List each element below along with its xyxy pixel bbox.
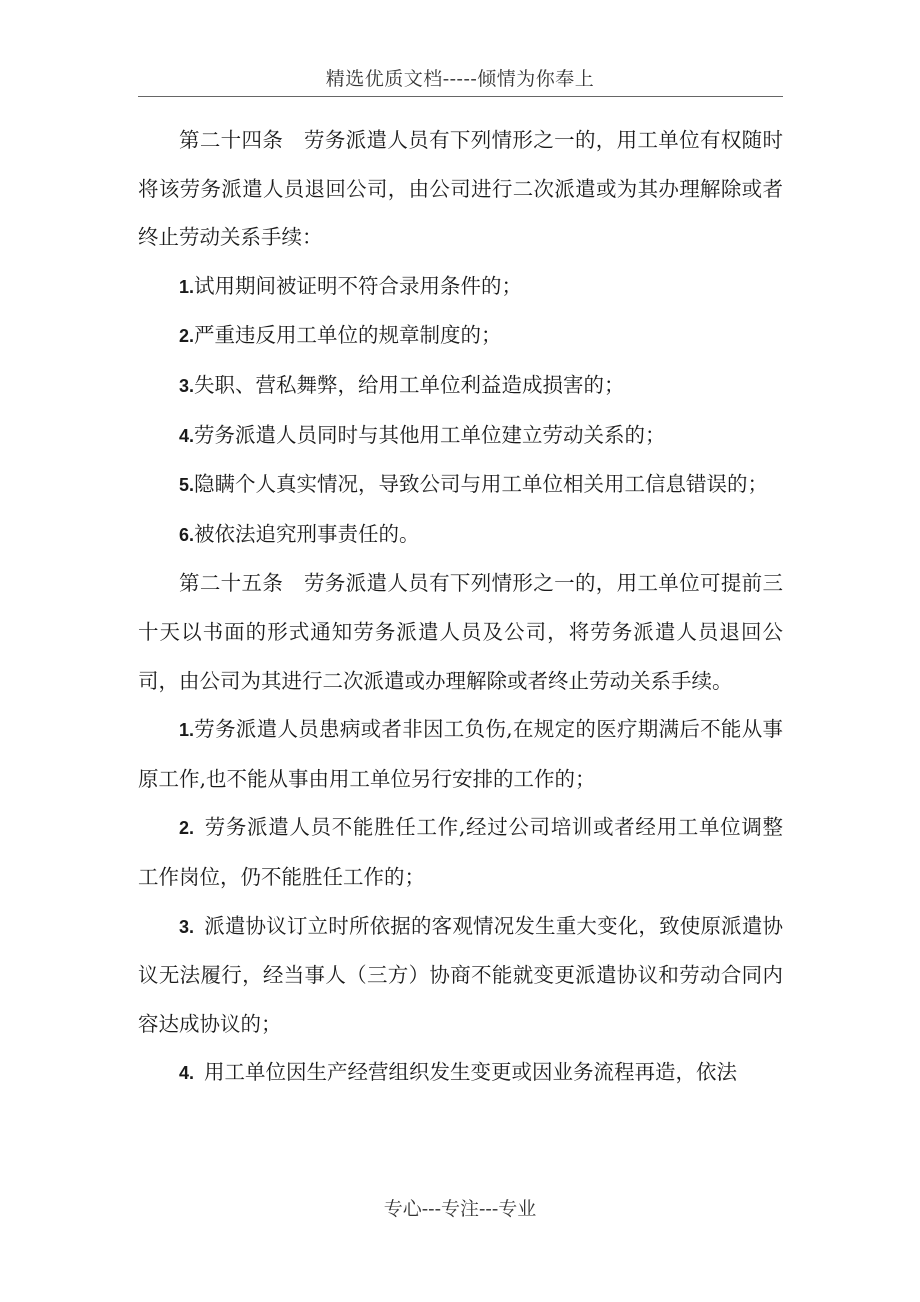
item-text: 用工单位因生产经营组织发生变更或因业务流程再造，依法	[204, 1060, 738, 1085]
article-25-item-2	[138, 803, 783, 901]
item-text: 被依法追究刑事责任的。	[194, 521, 420, 546]
item-text: 派遣协议订立时所依据的客观情况发生重大变化，致使原派遣协议无法履行，经当事人（三方）协商不能就变更派遣协议和劳动合同内容达成协议的；	[138, 913, 783, 1036]
page-header: 精选优质文档-----倾情为你奉上	[325, 68, 595, 90]
item-number: 1.	[179, 720, 195, 741]
item-text: 劳务派遣人员患病或者非因工负伤,在规定的医疗期满后不能从事原工作,也不能从事由用工单位另行安排的工作的；	[138, 717, 783, 791]
item-number: 4.	[179, 1063, 195, 1084]
article-24-item-5	[138, 460, 783, 510]
item-text: 劳务派遣人员不能胜任工作,经过公司培训或者经用工单位调整工作岗位，仍不能胜任工作的；	[138, 815, 783, 889]
item-text: 试用期间被证明不符合录用条件的；	[194, 273, 523, 298]
article-24-item-4	[138, 411, 783, 461]
item-number: 1.	[179, 276, 195, 297]
item-number: 5.	[179, 475, 195, 496]
article-24-item-1	[138, 262, 783, 312]
item-number: 2.	[179, 326, 195, 347]
item-text: 失职、营私舞弊，给用工单位利益造成损害的；	[194, 372, 625, 397]
item-number: 4.	[179, 425, 195, 446]
document-body	[138, 116, 783, 1098]
item-text: 隐瞒个人真实情况，导致公司与用工单位相关用工信息错误的；	[194, 472, 769, 497]
article-25-item-1	[138, 705, 783, 803]
item-number: 3.	[179, 375, 195, 396]
item-text: 劳务派遣人员同时与其他用工单位建立劳动关系的；	[194, 422, 666, 447]
page-footer: 专心---专注---专业	[383, 1198, 537, 1220]
article-24-item-3	[138, 361, 783, 411]
article-24-item-2	[138, 311, 783, 361]
item-text: 严重违反用工单位的规章制度的；	[194, 323, 502, 348]
item-number: 6.	[179, 524, 195, 545]
item-number: 3.	[179, 916, 195, 937]
article-25-item-3	[138, 902, 783, 1049]
article-25-paragraph: 第二十五条 劳务派遣人员有下列情形之一的，用工单位可提前三十天以书面的形式通知劳务派遣人员及公司，将劳务派遣人员退回公司，由公司为其进行二次派遣或办理解除或者终止劳动关系手续。	[138, 571, 783, 693]
article-25-item-4	[138, 1048, 783, 1098]
item-number: 2.	[179, 818, 195, 839]
header-divider	[138, 96, 783, 97]
article-24-paragraph: 第二十四条 劳务派遣人员有下列情形之一的，用工单位有权随时将该劳务派遣人员退回公司，由公司进行二次派遣或为其办理解除或者终止劳动关系手续：	[138, 128, 783, 250]
article-24-item-6	[138, 510, 783, 560]
